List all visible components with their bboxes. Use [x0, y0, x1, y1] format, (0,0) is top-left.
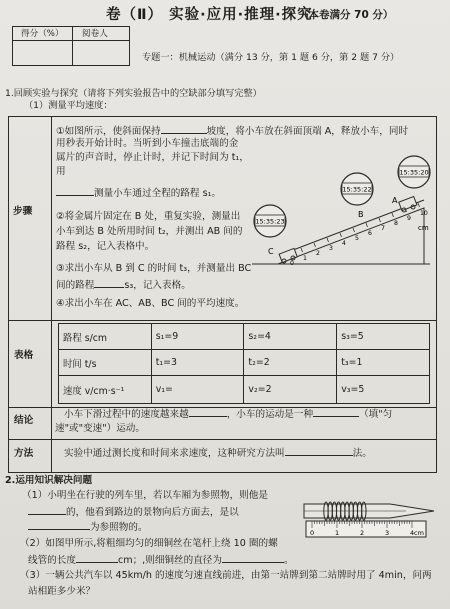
- measuring-ruler: [306, 521, 426, 537]
- incline-tick-label: 9: [407, 215, 411, 222]
- data-table-cell: t₂=2: [244, 350, 337, 376]
- q2-text-c: cm；,则细铜丝的直径为: [117, 555, 222, 566]
- incline-tick: [392, 213, 394, 217]
- pen-ruler-label: 3: [385, 529, 390, 537]
- section1-subheading: （1）测量平均速度：: [24, 100, 113, 111]
- data-table-cell: v₁=: [151, 376, 244, 404]
- incline-tick-label: 7: [381, 225, 385, 232]
- incline-tick-label: 5: [355, 235, 359, 242]
- conclusion-line2: 速"或"变速"）运动。: [55, 423, 145, 434]
- data-table-cell: t₁=3: [151, 350, 244, 376]
- conclusion-label: 结论: [14, 415, 34, 426]
- conclusion-text-a: 小车下滑过程中的速度越来越: [64, 409, 189, 420]
- step2-line2: 小车到达 B 处所用时间 t₂，并测出 AB 间的: [56, 226, 243, 237]
- step1-line3: 属片的声音时，停止计时，并记下时间为 t₁，: [56, 152, 249, 163]
- incline-tick: [340, 233, 342, 237]
- incline-tick: [314, 243, 316, 247]
- incline-tick: [366, 223, 368, 227]
- stopwatch-a: [398, 156, 430, 188]
- score-box-grader-label: 阅卷人: [82, 29, 108, 39]
- stopwatch-b-time: 15:35:22: [342, 185, 372, 194]
- data-table-row-header: 路程 s/cm: [59, 324, 152, 350]
- pen-ruler-label: 2: [360, 529, 365, 537]
- pen-ruler-label: 0: [310, 529, 315, 537]
- step1-line1: [56, 124, 408, 138]
- incline-tick-label: 8: [394, 220, 398, 227]
- step1-line4: 用: [56, 166, 66, 177]
- stopwatch-b: [341, 173, 373, 205]
- cart-at-c: [279, 248, 297, 263]
- step2-line1: ②将金属片固定在 B 处，重复实验，测量出: [56, 211, 241, 222]
- step1-blank-slope[interactable]: [161, 124, 207, 134]
- point-b-label: B: [358, 210, 364, 219]
- step3-line1: ③求出小车从 B 到 C 的时间 t₃，并测量出 BC: [56, 263, 252, 274]
- conclusion-blank-motion[interactable]: [313, 407, 359, 417]
- data-table-cell: v₂=2: [244, 376, 337, 404]
- data-table-cell: s₂=4: [244, 324, 337, 350]
- score-note: （本卷满分 70 分）: [298, 9, 394, 21]
- step3-text-b: 间的路程: [56, 280, 95, 291]
- q2-blank-diameter[interactable]: [222, 553, 284, 563]
- pen-ruler-unit: cm: [414, 529, 424, 537]
- incline-tick: [353, 228, 355, 232]
- data-table-cell: s₃=5: [337, 324, 430, 350]
- data-table-row: [59, 376, 430, 404]
- stopwatch-c: [254, 205, 286, 237]
- conclusion-text-c: （填"匀: [359, 409, 393, 420]
- step1-text-a: ①如图所示，使斜面保持: [56, 126, 161, 137]
- incline-diagram: [250, 154, 432, 274]
- data-table-row: [59, 324, 430, 350]
- point-a-label: A: [392, 196, 398, 205]
- topic-line: 专题一：机械运动（满分 13 分，第 1 题 6 分，第 2 题 7 分）: [142, 52, 400, 63]
- paper-title: 卷（Ⅱ） 实验·应用·推理·探究: [106, 7, 313, 23]
- q1-line2: [28, 505, 239, 519]
- table-label: 表格: [14, 350, 34, 361]
- data-table-row-header: 时间 t/s: [59, 350, 152, 376]
- step3-text-c: s₃，记入表格。: [124, 280, 191, 291]
- section1-heading: 1.回顾实验与探究（请将下列实验报告中的空缺部分填写完整）: [5, 88, 262, 99]
- incline-tick: [327, 238, 329, 242]
- step4-line: ④求出小车在 AC、AB、BC 间的平均速度。: [56, 298, 245, 309]
- cart-at-a: [399, 196, 417, 212]
- method-blank[interactable]: [285, 446, 353, 456]
- q2-text-d: 。: [283, 555, 294, 566]
- q2-line1: （2）如图甲所示,将粗细均匀的细铜丝在笔杆上绕 10 圈的螺: [20, 538, 278, 549]
- step2-line3: 路程 s₂，记入表格中。: [56, 241, 155, 252]
- incline-tick: [418, 203, 420, 207]
- ruler-unit: cm: [418, 224, 429, 232]
- stopwatch-c-time: 15:35:23: [255, 217, 285, 226]
- q2-line2: [28, 553, 294, 567]
- incline-tick-label: 0: [290, 260, 294, 267]
- conclusion-blank-speed[interactable]: [189, 407, 227, 417]
- step1-text-f: 测量小车通过全程的路程 s₁。: [94, 188, 222, 199]
- q1-line1: （1）小明坐在行驶的列车里，若以车厢为参照物，则他是: [22, 490, 268, 501]
- steps-label: 步骤: [13, 206, 33, 217]
- data-table-cell: v₃=5: [337, 376, 430, 404]
- incline-tick: [379, 218, 381, 222]
- data-table-cell: t₃=1: [337, 350, 430, 376]
- step1-line2: 用秒表开始计时。当听到小车撞击底端的金: [56, 138, 239, 149]
- step1-text-b: 坡度，将小车放在斜面顶端 A，释放小车，同时: [206, 126, 409, 137]
- incline-tick: [301, 248, 303, 252]
- score-box-score-label: 得分（%）: [21, 29, 64, 39]
- q1-blank-state[interactable]: [28, 505, 66, 515]
- method-text-b: 法。: [352, 448, 372, 459]
- score-box: [12, 26, 130, 66]
- incline-tick-label: 3: [329, 245, 333, 252]
- incline-tick-label: 2: [316, 250, 320, 257]
- q3-line1: （3）一辆公共汽车以 45km/h 的速度匀速直线前进，由第一站牌到第二站牌时用了 4min，问两: [20, 570, 432, 581]
- q1-blank-reference[interactable]: [28, 520, 90, 530]
- step3-line2: [56, 278, 191, 292]
- method-label: 方法: [14, 448, 34, 459]
- q1-text-c: 为参照物的。: [90, 522, 148, 533]
- conclusion-line1: [64, 407, 392, 421]
- step3-blank-s3[interactable]: [94, 278, 124, 288]
- stopwatch-a-time: 15:35:20: [399, 168, 429, 177]
- method-line: [64, 446, 372, 460]
- q2-blank-length[interactable]: [76, 553, 118, 563]
- q2-text-b: 线管的长度: [28, 555, 76, 566]
- data-table-cell: s₁=9: [151, 324, 244, 350]
- conclusion-text-b: ，小车的运动是一种: [226, 409, 314, 420]
- step1-line5: [56, 186, 221, 200]
- step1-blank-tool[interactable]: [56, 186, 94, 196]
- q1-line3: [28, 520, 148, 534]
- incline-tick-label: 6: [368, 230, 372, 237]
- data-table-row-header: 速度 v/cm·s⁻¹: [59, 376, 152, 404]
- data-table: [58, 323, 430, 404]
- q3-line2: 站相距多少米？: [28, 586, 96, 597]
- incline-tick-label: 4: [342, 240, 346, 247]
- method-text-a: 实验中通过测长度和时间来求速度，这种研究方法叫: [64, 448, 285, 459]
- pen-ruler-label: 4: [410, 529, 415, 537]
- data-table-row: [59, 350, 430, 376]
- incline-tick-label: 10: [420, 210, 428, 217]
- pen-ruler-label: 1: [335, 529, 340, 537]
- pen-coil-diagram: [302, 478, 442, 548]
- point-c-label: C: [268, 247, 274, 256]
- section2-heading: 2.运用知识解决问题: [5, 475, 93, 486]
- incline-tick-label: 1: [303, 255, 307, 262]
- q1-text-b: 的，他看到路边的景物向后方面去，是以: [66, 507, 239, 518]
